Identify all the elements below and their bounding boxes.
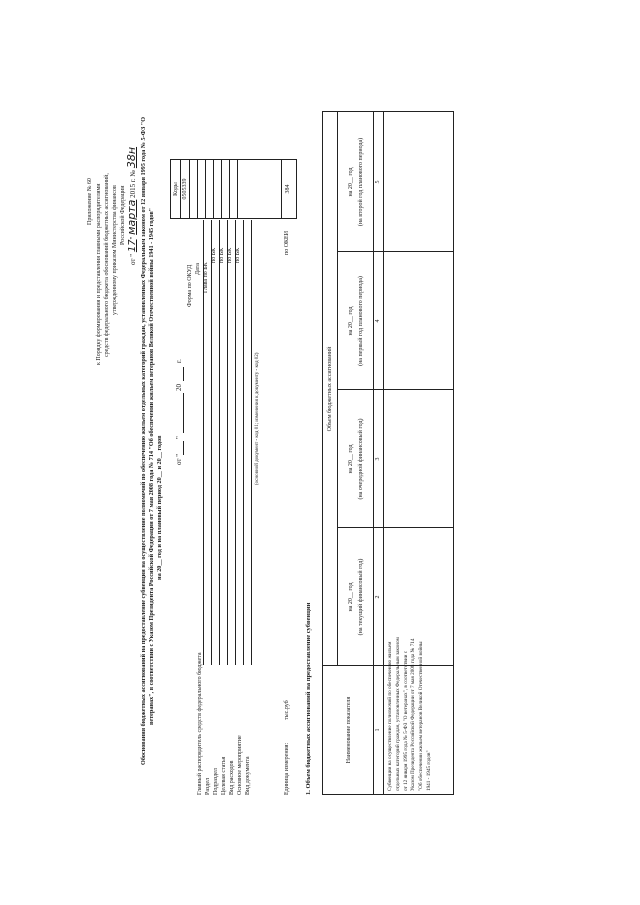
codes-label-bk-1: по БК [211, 247, 217, 263]
codes-box [170, 159, 297, 219]
date-year: 2015 г. № [129, 169, 137, 198]
col-5-bottom: (на второй год планового периода) [358, 137, 364, 227]
approval-date-line: от " 17" марта 2015 г. № 38н [125, 146, 138, 265]
codes-label-bk-2: по БК [219, 247, 225, 263]
header-line-4: Российской Федерации [120, 185, 126, 245]
row-label-line-6: 1941 - 1945 годов" [425, 750, 432, 791]
col-3-top: на 20__ год [348, 444, 354, 474]
codes-label-bk-4: по БК [235, 247, 241, 263]
date-year-prefix: 20 [175, 384, 183, 391]
appendix-label: Приложение № 60 [87, 178, 93, 225]
num-5: 5 [375, 180, 381, 184]
codes-okud-value: 0505339 [182, 178, 188, 200]
header-line-1: к Порядку формирования и представления главными распорядителями [96, 183, 102, 365]
codes-okei-value: 384 [285, 184, 291, 194]
codes-label-date: Дата [195, 263, 201, 275]
unit-value: тыс.руб [284, 700, 290, 720]
codes-label-glava: Глава по БК [203, 262, 209, 293]
codes-header: Коды [173, 182, 179, 196]
unit-label: Единица измерения: [284, 742, 290, 795]
col-2-bottom: (на текущий финансовый год) [358, 558, 364, 636]
title-line-2: ветеранах", в соответствии с Указом Президента Российской Федерации от 7 мая 2008 года № 714 "Об обеспечении жильем ветеранов Великой Отечественной войны 1941 - 1945 годов" [148, 207, 155, 725]
row-label-line-4: Указом Президента Российской Федерации от 7 мая 2008 года № 714 [410, 638, 417, 791]
field-subsection: Подраздел [213, 768, 219, 795]
field-line-6 [251, 220, 252, 665]
doc-type-note: (основной документ - код 01; изменения к документу - код 02) [255, 352, 260, 485]
col-4-top: на 20__ год [348, 306, 354, 336]
section-1-title: 1. Объем бюджетных ассигнований на предоставление субвенции [305, 602, 312, 795]
row-label-line-3: от 12 января 1995 года № 5-ФЗ "О ветеранах", в соответствии с [402, 651, 409, 791]
date-number: 38н [125, 146, 138, 169]
date-month-blank [183, 393, 184, 433]
header-line-3: утвержденному приказом Министерства финансов [112, 185, 118, 315]
num-1: 1 [375, 728, 381, 732]
field-line-4 [235, 220, 236, 665]
num-4: 4 [375, 319, 381, 323]
row-label-line-5: "Об обеспечении жильем ветеранов Великой Отечественной войны [418, 641, 425, 791]
col-2-top: на 20__ год [348, 582, 354, 612]
num-2: 2 [375, 595, 381, 599]
num-3: 3 [375, 457, 381, 461]
header-line-2: средств федерального бюджета обоснований бюджетных ассигнований, [104, 173, 110, 357]
date-prefix: от " [129, 253, 137, 265]
field-line-2 [219, 220, 220, 665]
col-header-indicator: Наименование показателя [346, 696, 352, 764]
row-label-line-2: отдельных категорий граждан, установленных Федеральным законом [394, 637, 401, 791]
codes-label-okud: Форма по ОКУД [187, 264, 193, 307]
field-line-5 [243, 220, 244, 665]
row-subvention-label [387, 637, 434, 791]
col-5-top: на 20__ год [348, 167, 354, 197]
field-doc-type: Вид документа [245, 756, 251, 795]
budget-table [322, 111, 454, 795]
field-section: Раздел [205, 778, 211, 795]
col-3-bottom: (на очередной финансовый год) [358, 418, 364, 500]
col-4-bottom: (на первый год планового периода) [358, 276, 364, 366]
row-label-line-1: Субвенции на осуществление полномочий по обеспечению жильем [387, 641, 393, 791]
okei-label: по ОКЕИ [284, 230, 290, 255]
field-line-1 [211, 220, 212, 665]
field-expense-type: Вид расходов [229, 760, 235, 795]
group-header: Объем бюджетных ассигнований [327, 346, 333, 432]
date-month: марта [125, 199, 138, 235]
field-line-3 [227, 220, 228, 665]
field-main-manager: Главный распорядитель средств федерального бюджета [197, 652, 203, 795]
date-quote: " [175, 436, 183, 439]
codes-label-bk-3: по БК [227, 247, 233, 263]
title-line-1: Обоснования бюджетных ассигнований на предоставление субвенции на осуществление полномочий по обеспечению жильем отдельных категорий граждан, установленных Федеральным законом от 12 января 1995 года № 5-ФЗ "О [140, 116, 147, 765]
date-ot: от " [175, 453, 183, 465]
field-main-activity: Основное мероприятие [237, 735, 243, 795]
date-year-blank [183, 367, 184, 381]
field-target-article: Целевая статья [221, 756, 227, 795]
date-g: г. [175, 359, 183, 363]
date-day-blank [183, 441, 184, 455]
title-line-3: на 20__ год и на плановый период 20__ и 20__ годов [156, 435, 163, 580]
date-day: 17 [127, 239, 138, 253]
